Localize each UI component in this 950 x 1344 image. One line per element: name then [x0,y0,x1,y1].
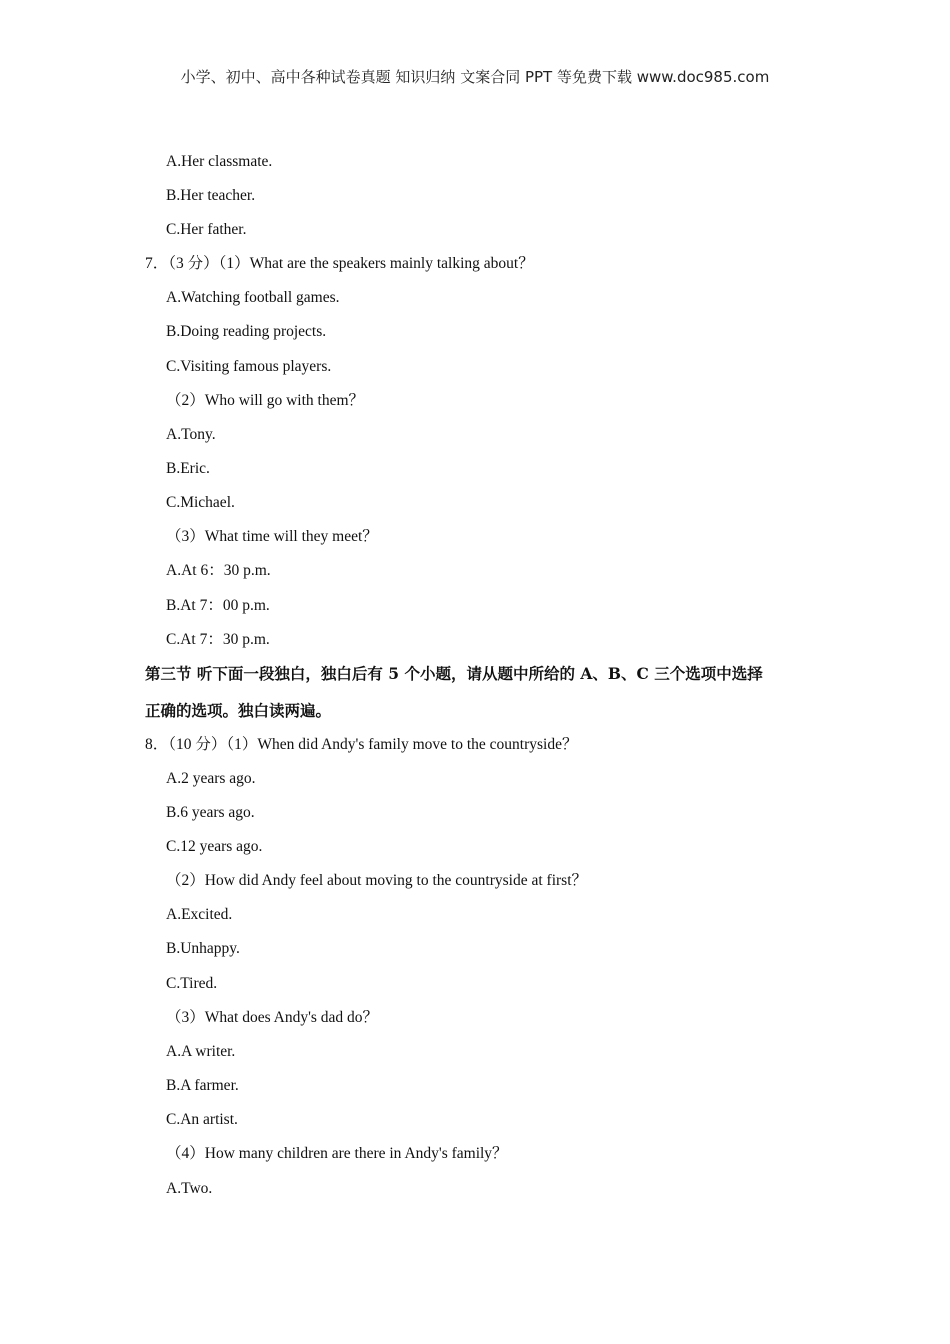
q7-header [145,254,534,274]
q8-sub3-prompt: （3）What does Andy's dad do？ [166,1009,379,1026]
q7-sub1-option-b: B.Doing reading projects. [166,323,327,340]
q7-sub3-option-b: B.At 7：00 p.m. [166,597,270,614]
q8-sub2-option-c: C.Tired. [166,975,218,992]
q7-sub1-option-a: A.Watching football games. [166,289,340,306]
section3-instruction-line2: 正确的选项。独白读两遍。 [145,701,332,720]
page-header: 小学、初中、高中各种试卷真题 知识归纳 文案合同 PPT 等免费下载 www.doc985.com [180,68,770,86]
q7-sub2-prompt: （2）Who will go with them？ [166,392,365,409]
q8-sub2-prompt: （2）How did Andy feel about moving to the countryside at first？ [166,872,588,889]
q8-sub4-prompt: （4）How many children are there in Andy's family？ [166,1145,508,1162]
q7-sub1-option-c: C.Visiting famous players. [166,358,332,375]
q8-header [145,735,577,755]
q7-sub3-option-a: A.At 6：30 p.m. [166,562,271,579]
q7-sub2-option-a: A.Tony. [166,426,216,443]
q7-sub2-option-c: C.Michael. [166,494,235,511]
q8-number: 8．（10 分） [145,736,227,753]
q7-sub3-prompt: （3）What time will they meet？ [166,528,378,545]
q8-sub3-option-c: C.An artist. [166,1111,238,1128]
q8-sub1-option-b: B.6 years ago. [166,804,255,821]
q8-sub1-prompt: （1）When did Andy's family move to the countryside？ [226,736,578,753]
q7-number: 7．（3 分） [145,255,219,272]
q8-sub4-option-a: A.Two. [166,1180,213,1197]
q8-sub3-option-b: B.A farmer. [166,1077,239,1094]
section3-instruction-line1: 第三节 听下面一段独白，独白后有 5 个小题，请从题中所给的 A、B、C 三个选项中选择 [145,664,763,683]
q8-sub3-option-a: A.A writer. [166,1043,236,1060]
q8-sub1-option-a: A.2 years ago. [166,770,256,787]
q6-option-a: A.Her classmate. [166,153,273,170]
q8-sub1-option-c: C.12 years ago. [166,838,263,855]
q7-sub3-option-c: C.At 7：30 p.m. [166,631,270,648]
q7-sub1-prompt: （1）What are the speakers mainly talking about？ [218,255,534,272]
q7-sub2-option-b: B.Eric. [166,460,210,477]
q8-sub2-option-b: B.Unhappy. [166,940,240,957]
q6-option-c: C.Her father. [166,221,247,238]
q8-sub2-option-a: A.Excited. [166,906,233,923]
q6-option-b: B.Her teacher. [166,187,256,204]
